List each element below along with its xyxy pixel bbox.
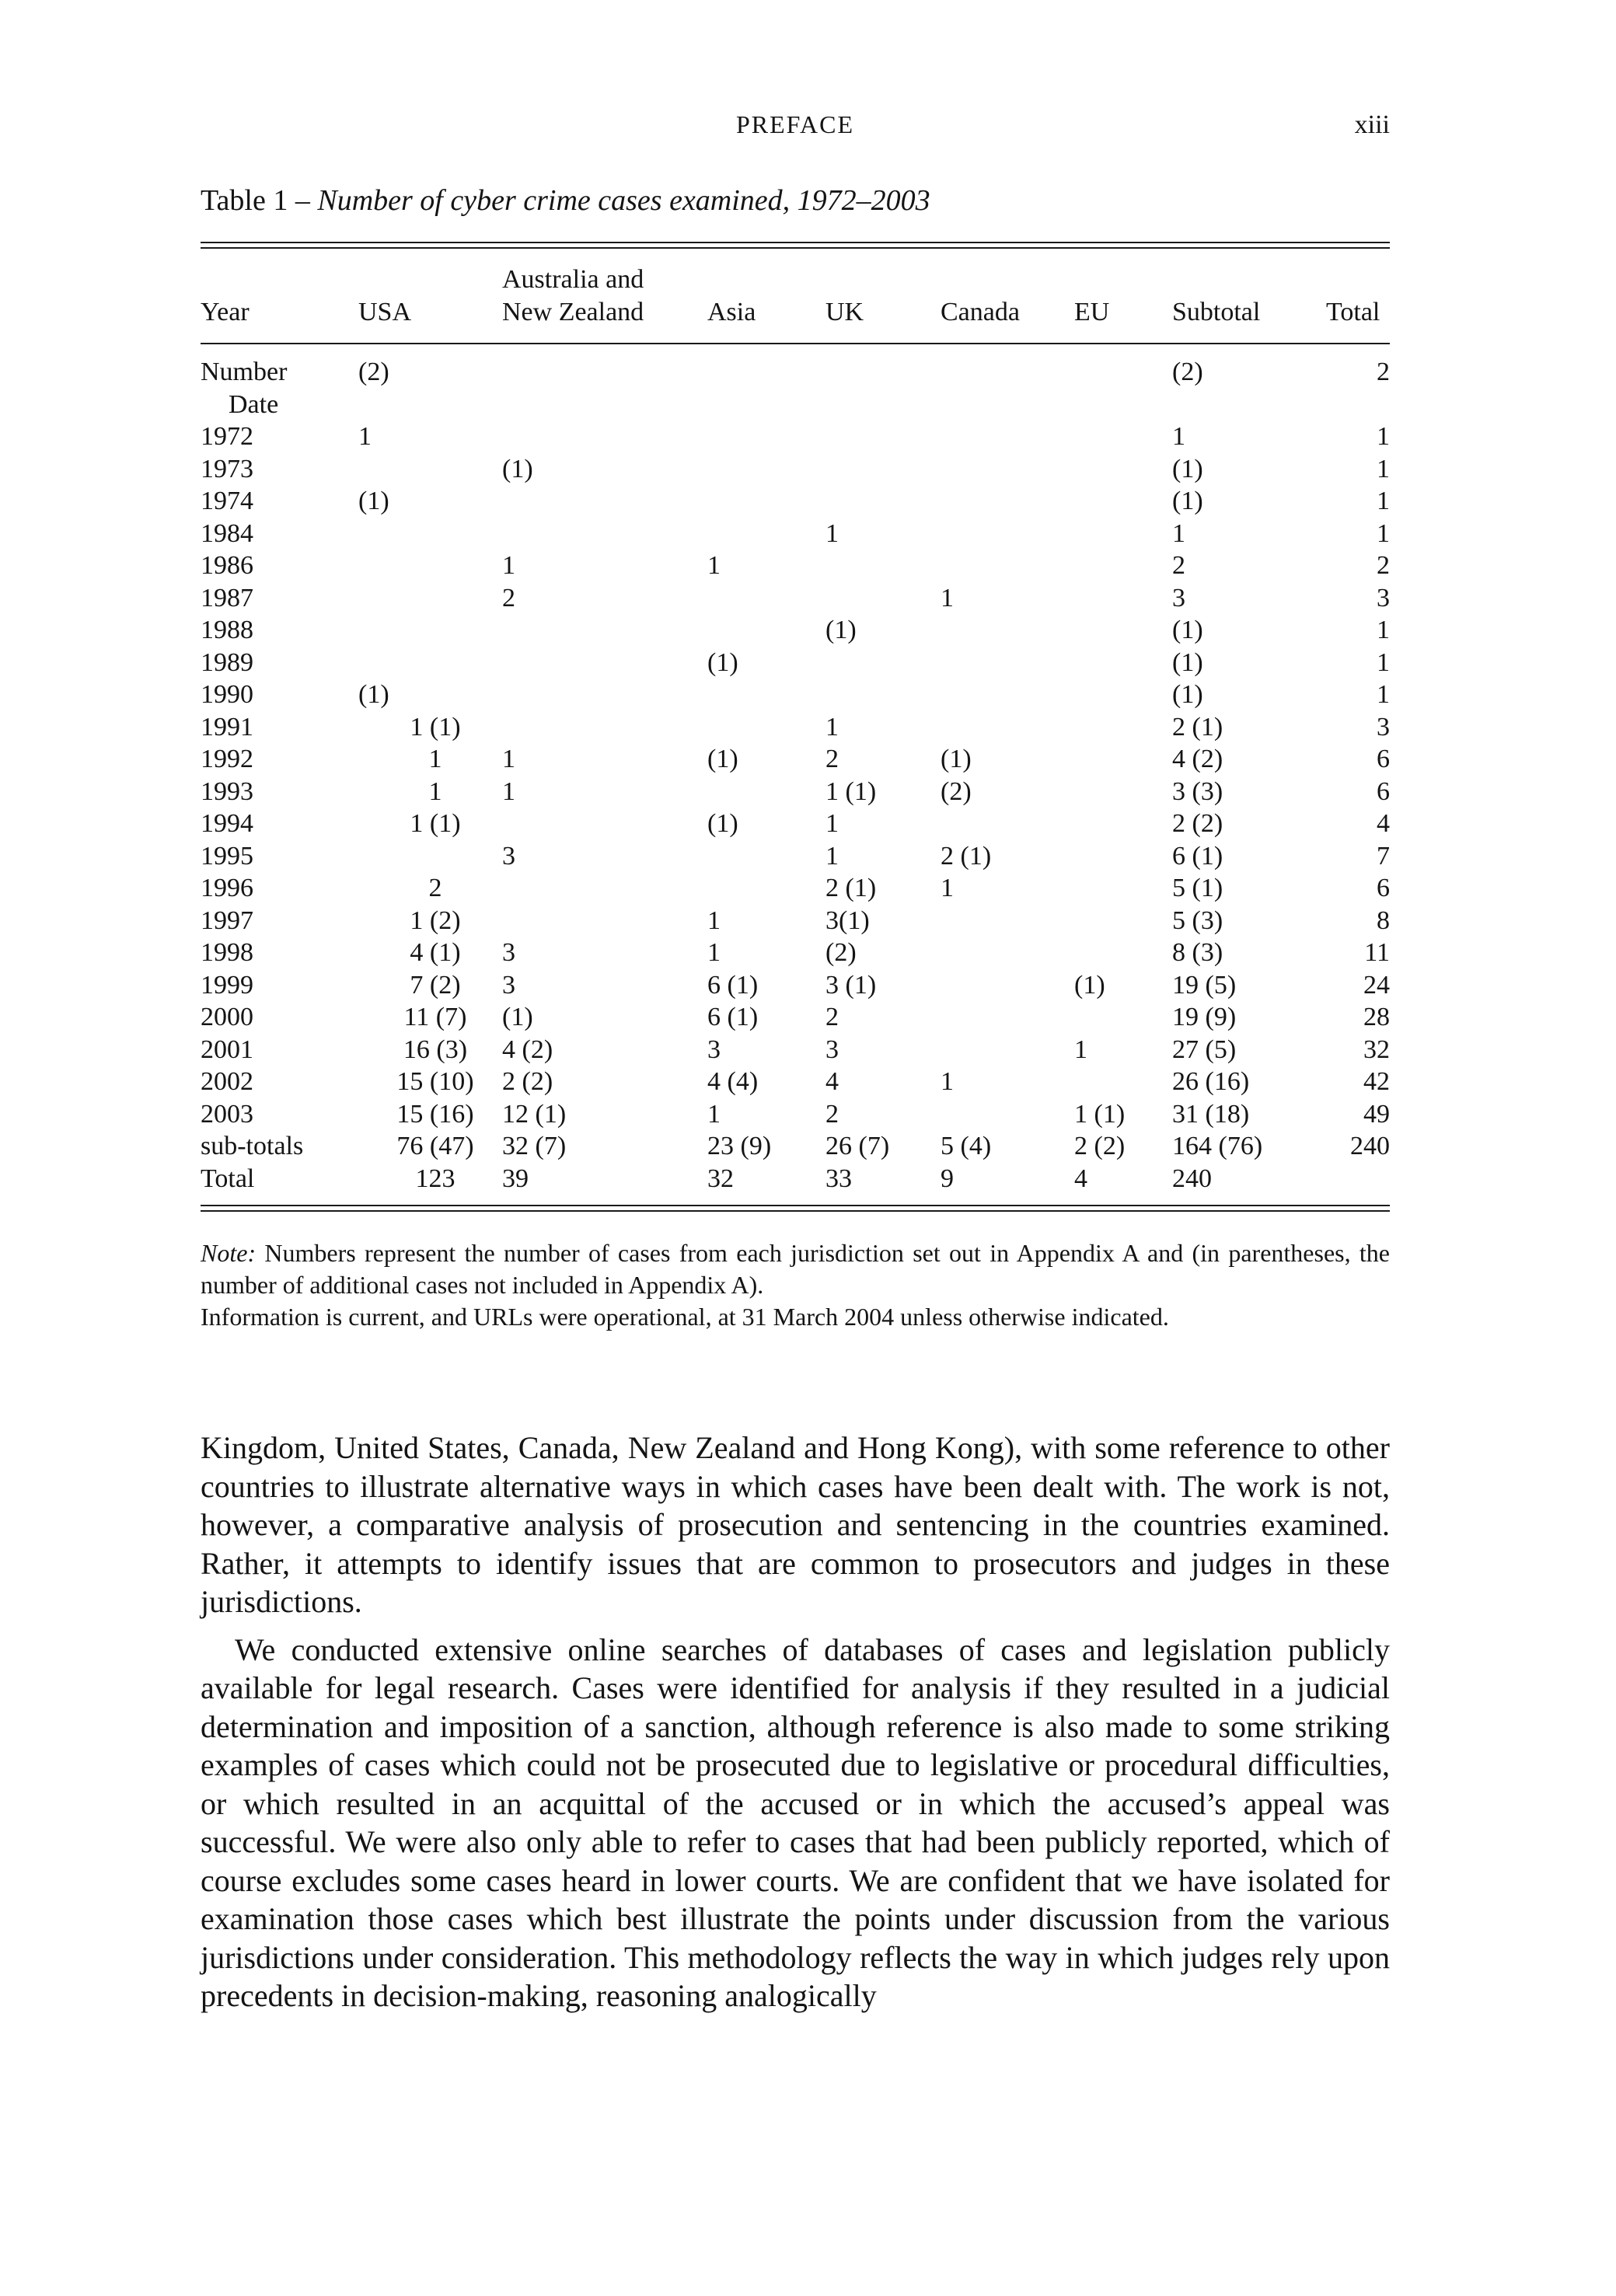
cell-subtotal: 5 (3) <box>1172 905 1223 935</box>
cell-asia: 1 <box>707 938 721 967</box>
cell-anz: 39 <box>502 1164 529 1193</box>
cell-eu: 4 <box>1074 1164 1087 1193</box>
cell-asia: 23 (9) <box>707 1132 772 1160</box>
cell-canada: 1 <box>941 583 954 612</box>
cell-anz: (1) <box>502 454 533 483</box>
cell-anz: 2 (2) <box>502 1067 553 1096</box>
cell-subtotal: 240 <box>1172 1164 1212 1193</box>
cell-total: 6 <box>1377 745 1390 773</box>
cell-asia: 32 <box>707 1164 734 1193</box>
cell-total: 1 <box>1377 454 1390 483</box>
note-line-1 <box>201 1237 1390 1301</box>
cell-anz: 3 <box>502 970 515 1000</box>
cell-year: Number <box>201 358 288 386</box>
cell-subtotal: 1 <box>1172 518 1185 548</box>
cell-year: 2003 <box>201 1099 253 1129</box>
table-caption-title: Number of cyber crime cases examined, 1972–2003 <box>317 184 930 217</box>
cell-canada: 5 (4) <box>941 1132 992 1160</box>
cell-asia: (1) <box>707 809 738 838</box>
cell-year: sub-totals <box>201 1132 304 1160</box>
cell-usa: 16 (3) <box>403 1035 468 1064</box>
cell-canada: (1) <box>941 745 972 773</box>
cell-usa: 123 <box>415 1164 455 1193</box>
cell-total: 1 <box>1377 680 1390 709</box>
col-header-anz-line2: New Zealand <box>502 298 644 326</box>
col-header-eu: EU <box>1074 298 1110 326</box>
cell-uk: 3(1) <box>825 905 870 935</box>
note-line-2: Information is current, and URLs were operational, at 31 March 2004 unless otherwise indicated. <box>201 1303 1169 1331</box>
cell-year: 1993 <box>201 776 253 806</box>
cell-uk: (1) <box>825 616 857 644</box>
cell-total: 2 <box>1377 551 1390 580</box>
cell-total: 11 <box>1364 938 1390 967</box>
cell-subtotal: 3 (3) <box>1172 776 1223 806</box>
cell-subtotal: (1) <box>1172 454 1203 483</box>
cell-anz: 4 (2) <box>502 1035 553 1064</box>
cell-usa: 7 (2) <box>410 970 461 1000</box>
cell-subtotal: 31 (18) <box>1172 1099 1250 1129</box>
cell-uk: (2) <box>825 938 857 967</box>
cell-asia: 1 <box>707 1099 721 1129</box>
cell-total: 2 <box>1377 358 1390 386</box>
cell-canada: 2 (1) <box>941 841 992 871</box>
cell-anz: 1 <box>502 776 515 806</box>
cell-year: 1973 <box>201 454 253 483</box>
cell-eu: 1 <box>1074 1035 1087 1064</box>
cell-asia: 4 (4) <box>707 1067 759 1096</box>
body-text <box>201 1429 1390 2015</box>
cell-year: 2002 <box>201 1067 253 1096</box>
cell-asia: 3 <box>707 1035 721 1064</box>
cell-uk: 1 <box>825 809 839 838</box>
cell-subtotal: 6 (1) <box>1172 841 1223 871</box>
col-header-usa: USA <box>358 298 412 326</box>
cell-uk: 1 <box>825 518 839 548</box>
cell-asia: 6 (1) <box>707 970 759 1000</box>
cell-uk: 26 (7) <box>825 1132 890 1160</box>
table-header-rule <box>201 343 1390 344</box>
cell-anz: 3 <box>502 938 515 967</box>
cell-total: 28 <box>1363 1003 1390 1031</box>
cell-usa: (1) <box>358 487 389 515</box>
note-label: Note: <box>201 1239 257 1267</box>
cell-year: 2000 <box>201 1003 253 1031</box>
cell-asia: (1) <box>707 745 738 773</box>
cell-anz: 2 <box>502 583 515 612</box>
table-note <box>201 1237 1390 1333</box>
table-caption-prefix: Table 1 – <box>201 184 318 217</box>
cell-usa: 1 (1) <box>410 712 461 741</box>
cell-total: 1 <box>1377 647 1390 677</box>
note-text-1: Numbers represent the number of cases from each jurisdiction set out in Appendix A and (in parentheses, the number of additional cases not included in Appendix A). <box>201 1239 1390 1299</box>
cell-anz: 12 (1) <box>502 1099 567 1129</box>
cell-usa: (1) <box>358 680 389 709</box>
cell-uk: 1 (1) <box>825 776 877 806</box>
cell-usa: 4 (1) <box>410 938 461 967</box>
table-caption <box>201 183 1390 218</box>
cell-total: 1 <box>1377 422 1390 451</box>
cell-total: 6 <box>1377 776 1390 806</box>
page-number: xiii <box>1354 110 1390 139</box>
running-head: PREFACE <box>735 110 855 138</box>
cell-anz: 32 (7) <box>502 1132 567 1160</box>
cell-anz: 1 <box>502 551 515 580</box>
cell-subtotal: 3 <box>1172 583 1185 612</box>
cell-eu: 2 (2) <box>1074 1132 1126 1160</box>
cell-subtotal: (1) <box>1172 647 1203 677</box>
paragraph-2: We conducted extensive online searches of databases of cases and legislation publicly available for legal research. Cases were identified for analysis if they resulted in a judicial determination and imposition of a sanction, although reference is also made to some striking examples of cases which could not be prosecuted due to legislative or procedural difficulties, or which resulted in an acquittal of the accused or in which the accused’s appeal was successful. We were also only able to refer to cases that had been publicly reported, which of course excludes some cases heard in lower courts. We are confident that we have isolated for examination those cases which best illustrate the points under discussion from the various jurisdictions under consideration. This methodology reflects the way in which judges rely upon precedents in decision-making, reasoning analogically <box>201 1631 1390 2013</box>
cell-subtotal: (1) <box>1172 616 1203 644</box>
cell-subtotal: 27 (5) <box>1172 1035 1237 1064</box>
cell-asia: (1) <box>707 647 738 677</box>
cell-usa: 2 <box>428 874 442 902</box>
cell-canada: 9 <box>941 1164 954 1193</box>
cell-year: 1988 <box>201 616 253 644</box>
col-header-asia: Asia <box>707 298 756 326</box>
cell-subtotal: 4 (2) <box>1172 745 1223 773</box>
cell-usa: 11 (7) <box>403 1003 467 1031</box>
cell-usa: 1 <box>428 776 442 806</box>
cell-uk: 4 <box>825 1067 839 1096</box>
cell-usa: 1 <box>428 745 442 773</box>
cell-year: 1986 <box>201 551 253 580</box>
col-header-year: Year <box>201 298 250 326</box>
col-header-subtotal: Subtotal <box>1172 298 1261 326</box>
col-header-canada: Canada <box>941 298 1020 326</box>
cell-year: 1999 <box>201 970 253 1000</box>
cell-year: Total <box>201 1164 255 1193</box>
cell-eu: 1 (1) <box>1074 1099 1126 1129</box>
cell-total: 7 <box>1377 841 1390 871</box>
cell-usa: 1 <box>358 422 372 451</box>
cell-usa: 15 (16) <box>396 1099 474 1129</box>
cell-uk: 33 <box>825 1164 852 1193</box>
cell-subtotal: (1) <box>1172 680 1203 709</box>
cell-canada: 1 <box>941 1067 954 1096</box>
cell-year: 1998 <box>201 938 253 967</box>
cell-eu: (1) <box>1074 970 1105 1000</box>
cell-subtotal: (1) <box>1172 487 1203 515</box>
cell-year: 1991 <box>201 712 253 741</box>
cell-uk: 2 (1) <box>825 874 877 902</box>
cell-uk: 1 <box>825 712 839 741</box>
cell-year: 1987 <box>201 583 253 612</box>
cell-total: 3 <box>1377 712 1390 741</box>
cell-subtotal: 8 (3) <box>1172 938 1223 967</box>
col-header-uk: UK <box>825 298 864 326</box>
cell-year: 1974 <box>201 487 253 515</box>
cell-total: 6 <box>1377 874 1390 902</box>
cell-uk: 2 <box>825 1099 839 1129</box>
cell-subtotal: 2 <box>1172 551 1185 580</box>
cell-canada: (2) <box>941 776 972 806</box>
cell-uk: 1 <box>825 841 839 871</box>
cell-year: 1997 <box>201 905 253 935</box>
cell-anz: (1) <box>502 1003 533 1031</box>
cell-usa: 15 (10) <box>396 1067 474 1096</box>
cell-uk: 3 <box>825 1035 839 1064</box>
cell-anz: 3 <box>502 841 515 871</box>
col-header-anz-line1: Australia and <box>502 265 644 294</box>
cell-subtotal: 164 (76) <box>1172 1132 1263 1160</box>
cell-total: 1 <box>1377 518 1390 548</box>
cell-total: 24 <box>1363 970 1390 1000</box>
cell-total: 1 <box>1377 487 1390 515</box>
cell-year: 1984 <box>201 518 253 548</box>
cell-year: 1995 <box>201 841 253 871</box>
cell-subtotal: 1 <box>1172 422 1185 451</box>
cell-usa: 1 (2) <box>410 905 461 935</box>
cell-year: 2001 <box>201 1035 253 1064</box>
cell-asia: 1 <box>707 905 721 935</box>
cell-uk: 2 <box>825 1003 839 1031</box>
cell-subtotal: 19 (5) <box>1172 970 1237 1000</box>
paragraph-1: Kingdom, United States, Canada, New Zealand and Hong Kong), with some reference to other countries to illustrate alternative ways in which cases have been dealt with. The work is not, however, a comparative analysis of prosecution and sentencing in the countries examined. Rather, it attempts to identify issues that are common to prosecutors and judges in these jurisdictions. <box>201 1430 1390 1619</box>
cell-total: 4 <box>1377 809 1390 838</box>
cell-subtotal: 19 (9) <box>1172 1003 1237 1031</box>
cell-usa: 76 (47) <box>396 1132 474 1160</box>
cell-total: 1 <box>1377 616 1390 644</box>
cell-subtotal: 2 (1) <box>1172 712 1223 741</box>
cell-total: 240 <box>1350 1132 1390 1160</box>
cell-total: 49 <box>1363 1099 1390 1129</box>
cell-subtotal: (2) <box>1172 358 1203 386</box>
cell-year: 1996 <box>201 874 253 902</box>
cell-uk: 3 (1) <box>825 970 877 1000</box>
cell-total: 3 <box>1377 583 1390 612</box>
table-bottom-rule <box>201 1205 1390 1212</box>
cell-year: 1989 <box>201 647 253 677</box>
col-header-total: Total <box>1326 298 1380 326</box>
cell-asia: 6 (1) <box>707 1003 759 1031</box>
cell-total: 42 <box>1363 1067 1390 1096</box>
cell-anz: 1 <box>502 745 515 773</box>
cell-asia: 1 <box>707 551 721 580</box>
cell-year: 1994 <box>201 809 253 838</box>
cell-year: 1972 <box>201 422 253 451</box>
cell-usa: 1 (1) <box>410 809 461 838</box>
cell-year: 1992 <box>201 745 253 773</box>
cell-uk: 2 <box>825 745 839 773</box>
cell-canada: 1 <box>941 874 954 902</box>
page-header <box>201 110 1390 145</box>
cell-total: 8 <box>1377 905 1390 935</box>
cell-usa: (2) <box>358 358 389 386</box>
cell-subtotal: 2 (2) <box>1172 809 1223 838</box>
cell-subtotal: 5 (1) <box>1172 874 1223 902</box>
cell-year: 1990 <box>201 680 253 709</box>
cell-year: Date <box>229 389 279 419</box>
table-top-rule <box>201 242 1390 249</box>
cell-total: 32 <box>1363 1035 1390 1064</box>
cell-subtotal: 26 (16) <box>1172 1067 1250 1096</box>
